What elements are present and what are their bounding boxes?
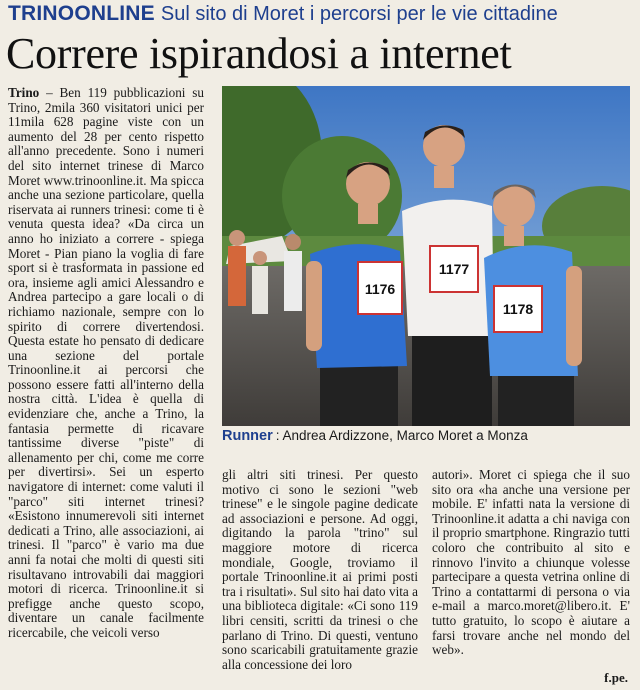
kicker-line: [8, 2, 636, 30]
bib-1178: 1178: [502, 301, 534, 317]
dateline: Trino: [8, 86, 40, 100]
column-1-text: – Ben 119 pubblicazioni su Trino, 2mila 360 visitatori unici per 11mila 628 pagine viste con un aumento del 28 per cento rispetto all'anno precedente. Sono i numeri del sito internet trinese di Marco Moret www.trinoonline.it. Ma spicca anche una sezione particolare, quella riservata ai runners trinesi: come ti è venuta questa idea? «Da circa un anno ho iniziato a correre - spiega Moret - Pian piano la voglia di fare sport si è trasformata in passione ed ora, insieme agli amici Alessandro e Andrea partecipo a gare locali o di richiamo nazionale, sempre con lo spirito di correre divertendosi. Questa estate ho pensato di dedicare una sezione del portale Trinoonline.it ai percorsi che possono essere fatti all'interno della nostra città. L'idea è quella di evidenziare che, anche a Trino, la fantasia permette di ricavare tantissime diverse "piste" di allenamento per chi, come me corre per divertirsi». Sei un esperto navigatore di internet: come valuti il "parco" siti internet trinesi? «Esistono innumerevoli siti internet dedicati a Trino, alle associazioni, ai trinesi. Il "parco" è vario ma due anni fa notai che molti di questi siti risultavano introvabili dai maggiori motori di ricerca. Trinoonline.it si prefigge anche questo scopo, diventare un canale facilmente ricercabile, che veicoli verso: [8, 86, 204, 640]
bib-1176: 1176: [364, 281, 396, 297]
runners-photo: [222, 86, 630, 426]
caption-label: Runner: [222, 428, 273, 444]
caption-text: : Andrea Ardizzone, Marco Moret a Monza: [275, 428, 528, 443]
headline: Correre ispirandosi a internet: [6, 29, 512, 78]
bib-1177: 1177: [438, 261, 470, 277]
article-column-2: gli altri siti trinesi. Per questo motivo ci sono le sezioni "web trinese" e le singole pagine dedicate ad associazioni e persone. Ad oggi, digitando la parola "trino" sul maggiore motore di ricerca mondiale, Google, troviamo il portale Trinoonline.it ai primi posti tra i risultati». Sul sito hai dato vita a una biblioteca digitale: «Ci sono 119 libri censiti, scritti da trinesi o che parlano di Trino. Di questi, ventuno sono scaricabili gratuitamente grazie alla concessione dei loro: [222, 468, 418, 672]
photo-caption: [222, 428, 630, 450]
article-column-1: [8, 86, 204, 688]
kicker-text: Sul sito di Moret i percorsi per le vie cittadine: [160, 3, 558, 25]
section-name: TRINOONLINE: [8, 2, 155, 25]
byline: f.pe.: [604, 670, 628, 685]
article-column-3: autori». Moret ci spiega che il suo sito ora «ha anche una versione per mobile. E' infatti nata la versione di Trinoonline.it adatta a chi naviga con il proprio smartphone. Ringrazio tutti coloro che contribuito al sito e rinnovo l'invito a chiunque volesse partecipare a questa vetrina online di Trino a contattarmi di persona o via e-mail a marco.moret@libero.it. E' tutto gratuito, lo scopo è aiutare a farsi trovare anche nel mondo del web».: [432, 468, 630, 658]
runners-photo-image: [222, 86, 630, 426]
